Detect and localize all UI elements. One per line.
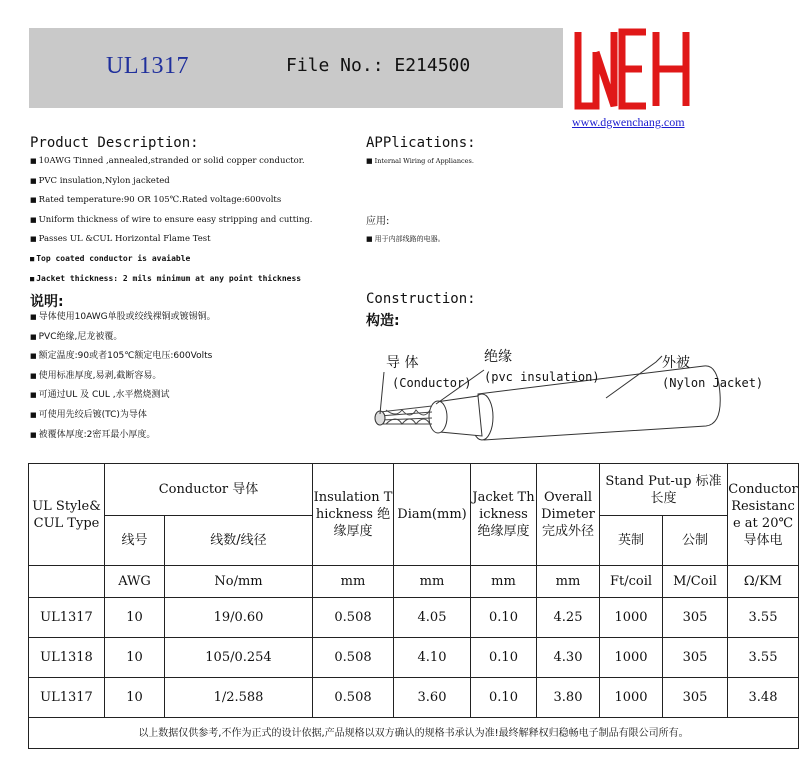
cell-jacket: 0.10 <box>471 678 537 718</box>
cell-strands: 105/0.254 <box>165 638 313 678</box>
construction-cn-title: 构造: <box>366 313 400 329</box>
header-jacket: Jacket Thickness 绝缘厚度 <box>471 464 537 566</box>
list-item: ■ 可使用先绞后镀(TC)为导体 <box>30 410 216 430</box>
list-item: ■ 10AWG Tinned ,annealed,stranded or solid copper conductor. <box>30 156 312 176</box>
company-logo <box>574 28 694 112</box>
cell-awg: 10 <box>105 678 165 718</box>
insulation-label-cn: 绝缘 <box>484 349 512 365</box>
unit-metric: M/Coil <box>663 566 728 598</box>
table-footnote: 以上数据仅供参考,不作为正式的设计依据,产品规格以双方确认的规格书承认为准!最终解释权归稳畅电子制品有限公司所有。 <box>29 718 799 749</box>
header-conductor: Conductor 导体 <box>105 464 313 516</box>
list-item: ■ 额定温度:90或者105℃额定电压:600Volts <box>30 351 216 371</box>
table-row <box>29 678 799 718</box>
unit-insulation: mm <box>313 566 394 598</box>
table-row <box>29 598 799 638</box>
list-item: ■ 使用标准厚度,易剥,截断容易。 <box>30 371 216 391</box>
subheader-awg: 线号 <box>105 516 165 566</box>
cell-feet: 1000 <box>600 678 663 718</box>
cell-awg: 10 <box>105 638 165 678</box>
cell-insulation: 0.508 <box>313 598 394 638</box>
list-item: ■ PVC绝缘,尼龙被覆。 <box>30 332 216 352</box>
header-style: UL Style& CUL Type <box>29 464 105 566</box>
product-description-title: Product Description: <box>30 135 199 151</box>
cell-jacket: 0.10 <box>471 598 537 638</box>
website-link[interactable]: www.dgwenchang.com <box>572 115 685 129</box>
cell-insulation: 0.508 <box>313 638 394 678</box>
file-number: File No.: E214500 <box>286 55 471 76</box>
list-item: ■ Rated temperature:90 OR 105℃.Rated voltage:600volts <box>30 195 312 215</box>
header-overall: Overall Dimeter 完成外径 <box>537 464 600 566</box>
unit-feet: Ft/coil <box>600 566 663 598</box>
applications-title: APPlications: <box>366 135 476 151</box>
unit-strands: No/mm <box>165 566 313 598</box>
cell-overall: 4.25 <box>537 598 600 638</box>
cell-resistance: 3.48 <box>728 678 799 718</box>
cell-resistance: 3.55 <box>728 638 799 678</box>
cell-strands: 19/0.60 <box>165 598 313 638</box>
cell-strands: 1/2.588 <box>165 678 313 718</box>
table-row <box>29 638 799 678</box>
unit-jacket: mm <box>471 566 537 598</box>
cell-style: UL1318 <box>29 638 105 678</box>
unit-overall: mm <box>537 566 600 598</box>
header-stand: Stand Put-up 标准长度 <box>600 464 728 516</box>
model-title: UL1317 <box>106 53 189 79</box>
conductor-label-cn: 导 体 <box>386 355 419 371</box>
list-item: ■ 被覆体厚度:2密耳最小厚度。 <box>30 430 216 450</box>
jacket-label-cn: 外被 <box>662 355 690 371</box>
applications-list <box>366 156 474 176</box>
spec-table <box>28 463 799 749</box>
header-diam: Diam(mm) <box>394 464 471 566</box>
cell-resistance: 3.55 <box>728 598 799 638</box>
list-item: ■ 用于内部线路的电器。 <box>366 234 445 254</box>
cell-diam: 3.60 <box>394 678 471 718</box>
header-resistance: Conductor Resistance at 20℃导体电 <box>728 464 799 566</box>
list-item: ■ Internal Wiring of Appliances. <box>366 156 474 176</box>
list-item: ■ 可通过UL 及 CUL ,水平燃烧测试 <box>30 390 216 410</box>
cell-diam: 4.10 <box>394 638 471 678</box>
subheader-feet: 英制 <box>600 516 663 566</box>
cell-jacket: 0.10 <box>471 638 537 678</box>
list-item: ■ 导体使用10AWG单股或绞线裸铜或镀锡铜。 <box>30 312 216 332</box>
cell-overall: 4.30 <box>537 638 600 678</box>
subheader-strands: 线数/线径 <box>165 516 313 566</box>
cell-diam: 4.05 <box>394 598 471 638</box>
applications-cn-title: 应用: <box>366 216 390 227</box>
product-description-list <box>30 156 312 293</box>
cell-feet: 1000 <box>600 598 663 638</box>
unit-diam: mm <box>394 566 471 598</box>
insulation-label-en: (pvc insulation) <box>484 370 600 384</box>
list-item: ■ Uniform thickness of wire to ensure easy stripping and cutting. <box>30 215 312 235</box>
cell-metric: 305 <box>663 638 728 678</box>
subheader-metric: 公制 <box>663 516 728 566</box>
list-item: ■ Passes UL &CUL Horizontal Flame Test <box>30 234 312 254</box>
conductor-label-en: (Conductor) <box>392 376 472 390</box>
cell-metric: 305 <box>663 598 728 638</box>
cell-feet: 1000 <box>600 638 663 678</box>
unit-resistance: Ω/KM <box>728 566 799 598</box>
cable-diagram <box>366 342 766 452</box>
units-blank <box>29 566 105 598</box>
cell-style: UL1317 <box>29 598 105 638</box>
description-cn-title: 说明: <box>30 294 64 310</box>
cell-awg: 10 <box>105 598 165 638</box>
list-item: ■ Jacket thickness: 2 mils minimum at any point thickness <box>30 274 312 294</box>
list-item: ■ PVC insulation,Nylon jacketed <box>30 176 312 196</box>
construction-title: Construction: <box>366 291 476 307</box>
unit-awg: AWG <box>105 566 165 598</box>
description-cn-list <box>30 312 216 449</box>
cell-overall: 3.80 <box>537 678 600 718</box>
jacket-label-en: (Nylon Jacket) <box>662 376 764 390</box>
cell-insulation: 0.508 <box>313 678 394 718</box>
cell-style: UL1317 <box>29 678 105 718</box>
header-insulation: Insulation Thickness 绝缘厚度 <box>313 464 394 566</box>
list-item: ■ Top coated conductor is avaiable <box>30 254 312 274</box>
cell-metric: 305 <box>663 678 728 718</box>
applications-cn-list <box>366 234 445 254</box>
